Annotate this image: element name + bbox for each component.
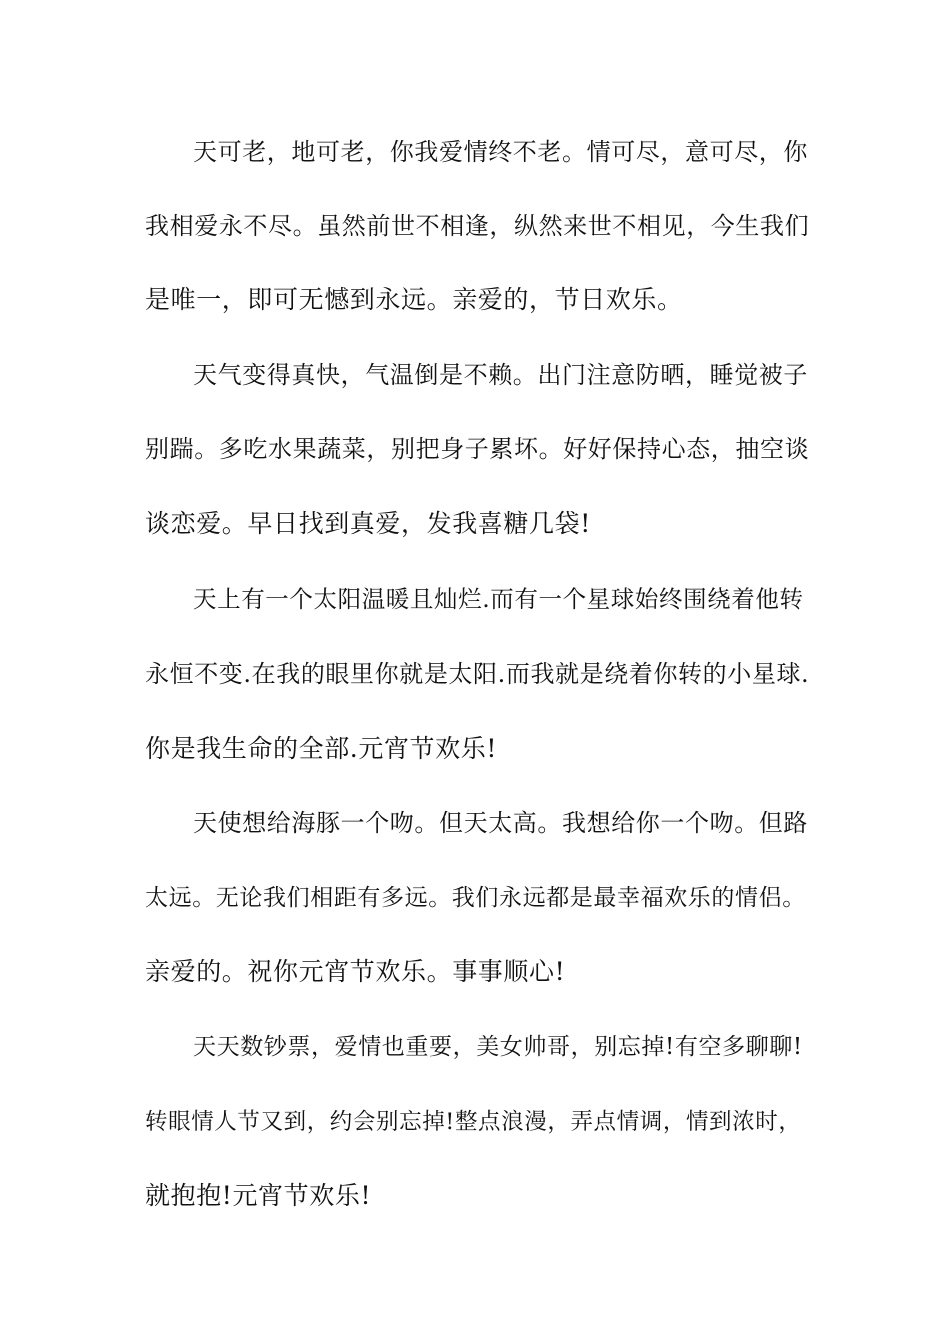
paragraph-3-line-1: 天上有一个太阳温暖且灿烂.而有一个星球始终围绕着他转 <box>193 585 804 613</box>
paragraph-5-line-3: 就抱抱!元宵节欢乐! <box>145 1181 372 1210</box>
paragraph-1-line-2: 我相爱永不尽。虽然前世不相逢，纵然来世不相见，今生我们 <box>145 212 810 240</box>
paragraph-5-line-1: 天天数钞票，爱情也重要，美女帅哥，别忘掉!有空多聊聊! <box>193 1034 803 1060</box>
paragraph-5-line-2: 转眼情人节又到，约会别忘掉!整点浪漫，弄点情调，情到浓时， <box>145 1109 802 1135</box>
paragraph-2-line-1: 天气变得真快，气温倒是不赖。出门注意防晒，睡觉被子 <box>193 361 808 389</box>
paragraph-4-line-1: 天使想给海豚一个吻。但天太高。我想给你一个吻。但路 <box>193 809 808 837</box>
paragraph-2-line-3: 谈恋爱。早日找到真爱，发我喜糖几袋! <box>145 509 591 538</box>
paragraph-2-line-2: 别踹。多吃水果蔬菜，别把身子累坏。好好保持心态，抽空谈 <box>145 435 810 463</box>
paragraph-3-line-2: 永恒不变.在我的眼里你就是太阳.而我就是绕着你转的小星球. <box>145 660 810 688</box>
paragraph-1-line-3: 是唯一，即可无憾到永远。亲爱的，节日欢乐。 <box>145 285 683 314</box>
paragraph-4-line-3: 亲爱的。祝你元宵节欢乐。事事顺心! <box>145 957 566 986</box>
paragraph-3-line-3: 你是我生命的全部.元宵节欢乐! <box>145 734 497 763</box>
paragraph-4-line-2: 太远。无论我们相距有多远。我们永远都是最幸福欢乐的情侣。 <box>145 885 806 911</box>
paragraph-1-line-1: 天可老，地可老，你我爱情终不老。情可尽，意可尽，你 <box>193 138 808 166</box>
